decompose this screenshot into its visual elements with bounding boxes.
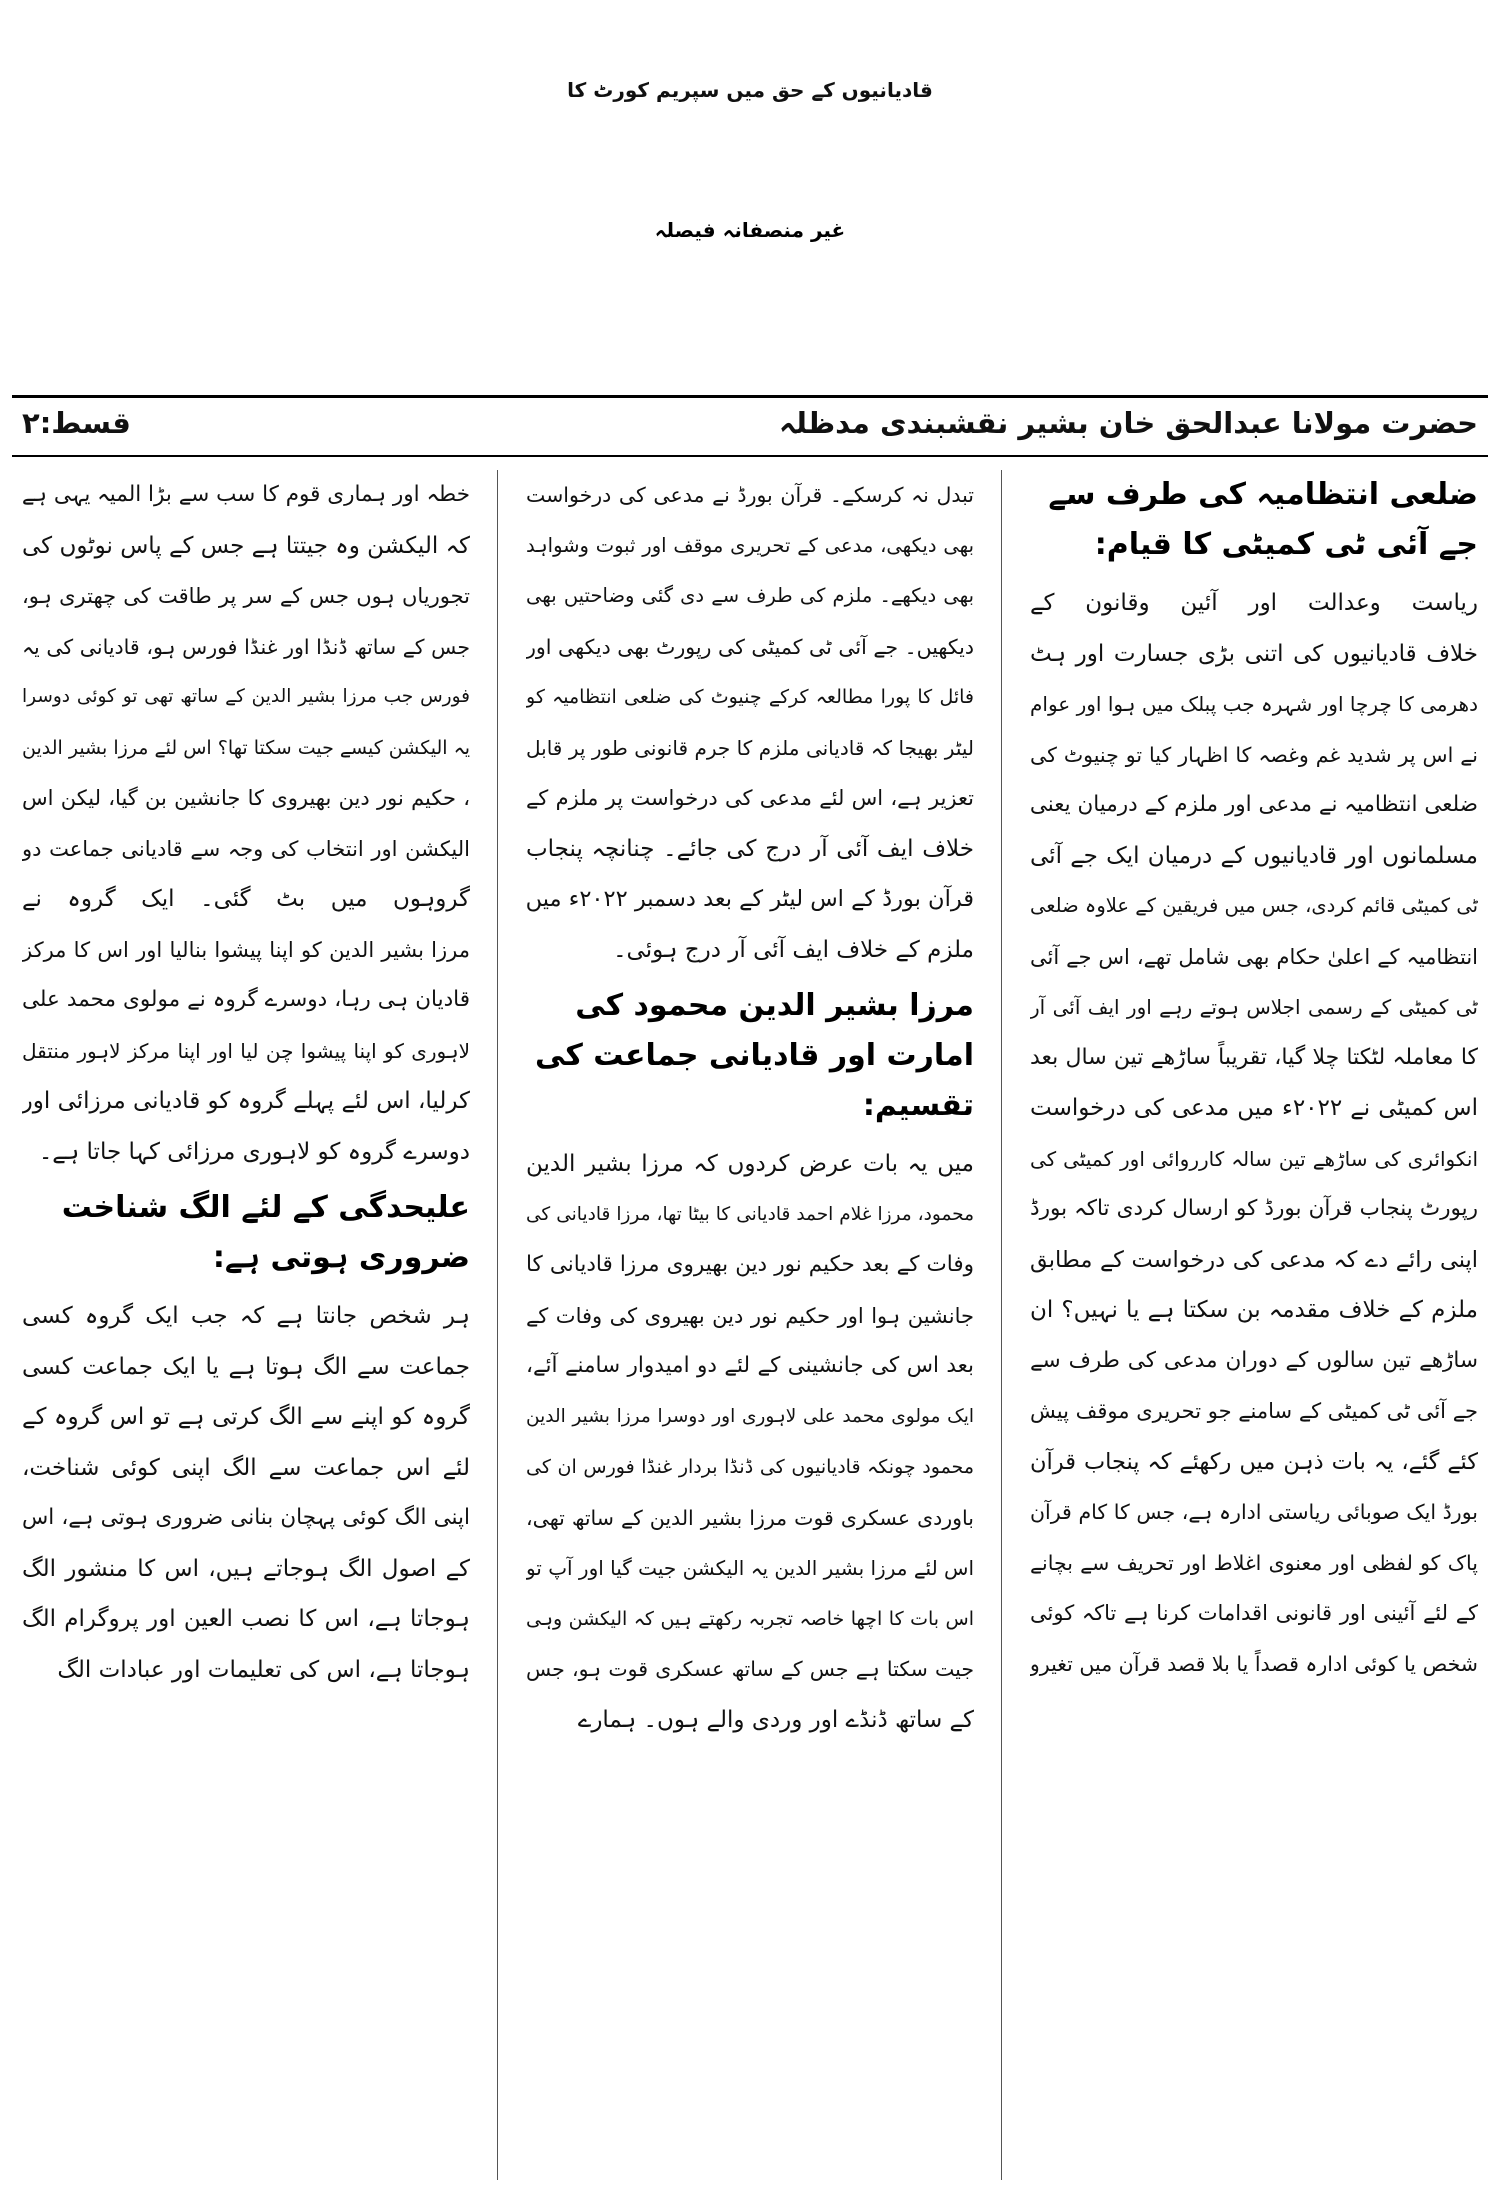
text-line: کئے گئے، یہ بات ذہن میں رکھئے کہ پنجاب قرآن [1030, 1448, 1478, 1475]
text-line: کہ الیکشن وہ جیتتا ہے جس کے پاس نوٹوں کی [22, 532, 470, 559]
text-line: ایک مولوی محمد علی لاہوری اور دوسرا مرزا بشیر الدین [526, 1405, 974, 1427]
text-line: دھرمی کا چرچا اور شہرہ جب پبلک میں ہوا اور عوام [1030, 692, 1478, 716]
text-line: اس لئے مرزا بشیر الدین یہ الیکشن جیت گیا اور آپ تو [526, 1556, 974, 1580]
text-line: خلاف ایف آئی آر درج کی جائے۔ چنانچہ پنجاب [526, 835, 974, 862]
text-line: ہوجاتا ہے، اس کا نصب العین اور پروگرام الگ [22, 1606, 470, 1632]
text-line: بورڈ ایک صوبائی ریاستی ادارہ ہے، جس کا کام قرآن [1030, 1500, 1478, 1524]
text-line: ریاست وعدالت اور آئین وقانون کے [1030, 590, 1478, 616]
text-line: کے لئے آئینی اور قانونی اقدامات کرنا ہے تاکہ کوئی [1030, 1601, 1478, 1625]
text-line: ہر شخص جانتا ہے کہ جب ایک گروہ کسی [22, 1303, 470, 1329]
article-column-right [1030, 470, 1478, 2190]
text-line: ملزم کے خلاف ایف آئی آر درج ہوئی۔ [613, 936, 974, 963]
text-line: محمود چونکہ قادیانیوں کی ڈنڈا بردار غنڈا فورس ان کی [526, 1456, 974, 1478]
column-text [22, 470, 470, 1177]
text-line: ساڑھے تین سالوں کے دوران مدعی کی طرف سے [1030, 1347, 1478, 1373]
text-line: قادیان ہی رہا، دوسرے گروہ نے مولوی محمد علی [22, 987, 470, 1012]
text-line: گروہ کو اپنے سے الگ کرتی ہے تو اس گروہ کے [22, 1404, 470, 1430]
author-byline: حضرت مولانا عبدالحق خان بشیر نقشبندی مدظلہ [779, 406, 1478, 440]
text-line: لیٹر بھیجا کہ قادیانی ملزم کا جرم قانونی طور پر قابل [526, 735, 974, 760]
article-column-left [22, 470, 470, 2190]
text-line: مسلمانوں اور قادیانیوں کے درمیان ایک جے آئی [1030, 842, 1478, 869]
text-line: الیکشن اور انتخاب کی وجہ سے قادیانی جماعت دو [22, 836, 470, 861]
text-line: کا معاملہ لٹکتا چلا گیا، تقریباً ساڑھے تین سال بعد [1030, 1044, 1478, 1070]
text-line: جے آئی ٹی کمیٹی کے سامنے جو تحریری موقف پیش [1030, 1399, 1478, 1423]
text-line: بعد اس کی جانشینی کے لئے دو امیدوار سامنے آئے، [526, 1353, 974, 1378]
text-line: جماعت سے الگ ہوتا ہے یا ایک جماعت کسی [22, 1353, 470, 1380]
text-line: یہ الیکشن کیسے جیت سکتا تھا؟ اس لئے مرزا بشیر الدین [22, 736, 470, 759]
text-line: ٹی کمیٹی کے رسمی اجلاس ہوتے رہے اور ایف آئی آر [1030, 995, 1478, 1019]
text-line: خطہ اور ہماری قوم کا سب سے بڑا المیہ یہی ہے [22, 482, 470, 507]
text-line: رپورٹ پنجاب قرآن بورڈ کو ارسال کردی تاکہ بورڈ [1030, 1196, 1478, 1221]
text-line: ہوجاتا ہے، اس کی تعلیمات اور عبادات الگ [57, 1656, 470, 1683]
text-line: اس بات کا اچھا خاصہ تجربہ رکھتے ہیں کہ الیکشن وہی [526, 1607, 974, 1630]
text-line: تبدل نہ کرسکے۔ قرآن بورڈ نے مدعی کی درخواست [526, 483, 974, 507]
text-line: اپنی رائے دے کہ مدعی کی درخواست کے مطابق [1030, 1246, 1478, 1273]
text-line: کے اصول الگ ہوجاتے ہیں، اس کا منشور الگ [22, 1555, 470, 1582]
text-line: تعزیر ہے، اس لئے مدعی کی درخواست پر ملزم کے [526, 786, 974, 810]
text-line: لئے اس جماعت سے الگ اپنی کوئی شناخت، [22, 1454, 470, 1481]
text-line: دیکھیں۔ جے آئی ٹی کمیٹی کی رپورٹ بھی دیکھی اور [526, 634, 974, 659]
text-line: محمود، مرزا غلام احمد قادیانی کا بیٹا تھا، مرزا قادیانی کی [526, 1203, 974, 1225]
text-line: انتظامیہ کے اعلیٰ حکام بھی شامل تھے، اس جے آئی [1030, 944, 1478, 969]
text-line: فورس جب مرزا بشیر الدین کے ساتھ تھی تو کوئی دوسرا [22, 686, 470, 707]
section-heading: علیحدگی کے لئے الگ شناخت ضروری ہوتی ہے: [61, 1190, 470, 1275]
text-line: تجوریاں ہوں جس کے سر پر طاقت کی چھتری ہو، [22, 584, 470, 608]
column-text [526, 470, 974, 975]
article-headline: غیر منصفانہ فیصلہ [654, 218, 846, 242]
text-line: وفات کے بعد حکیم نور دین بھیروی مرزا قادیانی کا [526, 1252, 974, 1277]
text-line: مرزا بشیر الدین کو اپنا پیشوا بنالیا اور اس کا مرکز [22, 937, 470, 962]
column-text [22, 1291, 470, 1695]
text-line: فائل کا پورا مطالعہ کرکے چنیوٹ کی ضلعی انتظامیہ کو [526, 686, 974, 708]
column-text [526, 1139, 974, 1745]
byline-bottom-rule [12, 455, 1488, 457]
text-line: لاہوری کو اپنا پیشوا چن لیا اور اپنا مرکز لاہور منتقل [22, 1038, 470, 1063]
column-divider [497, 470, 498, 2180]
text-line: کرلیا، اس لئے پہلے گروہ کو قادیانی مرزائی اور [22, 1088, 470, 1114]
text-line: میں یہ بات عرض کردوں کہ مرزا بشیر الدین [526, 1151, 974, 1177]
text-line: جیت سکتا ہے جس کے ساتھ عسکری قوت ہو، جس [526, 1657, 974, 1681]
text-line: ضلعی انتظامیہ نے مدعی اور ملزم کے درمیان یعنی [1030, 792, 1478, 817]
text-line: باوردی عسکری قوت مرزا بشیر الدین کے ساتھ تھی، [526, 1505, 974, 1530]
text-line: بھی دیکھی، مدعی کے تحریری موقف اور ثبوت وشواہد [526, 533, 974, 557]
text-line: خلاف قادیانیوں کی اتنی بڑی جسارت اور ہٹ [1030, 640, 1478, 667]
text-line: ٹی کمیٹی قائم کردی، جس میں فریقین کے علاوہ ضلعی [1030, 894, 1478, 917]
column-divider [1001, 470, 1002, 2180]
text-line: جانشین ہوا اور حکیم نور دین بھیروی کی وفات کے [526, 1303, 974, 1328]
text-line: شخص یا کوئی ادارہ قصداً یا بلا قصد قرآن میں تغیرو [1030, 1651, 1478, 1676]
text-line: دوسرے گروہ کو لاہوری مرزائی کہا جاتا ہے۔ [38, 1138, 470, 1165]
text-line: گروہوں میں بٹ گئی۔ ایک گروہ نے [22, 886, 470, 912]
text-line: بھی دیکھے۔ ملزم کی طرف سے دی گئی وضاحتیں بھی [526, 584, 974, 607]
text-line: اس کمیٹی نے ۲۰۲۲ء میں مدعی کی درخواست [1030, 1095, 1478, 1121]
episode-number: قسط:۲ [22, 406, 131, 440]
text-line: اپنی الگ کوئی پہچان بنانی ضروری ہوتی ہے، اس [22, 1505, 470, 1530]
column-text [1030, 578, 1478, 1689]
text-line: جس کے ساتھ ڈنڈا اور غنڈا فورس ہو، قادیانی کی یہ [22, 634, 470, 659]
text-line: پاک کو لفظی اور معنوی اغلاط اور تحریف سے بچانے [1030, 1550, 1478, 1575]
section-heading: مرزا بشیر الدین محمود کی امارت اور قادیانی جماعت کی تقسیم: [534, 988, 974, 1123]
text-line: ، حکیم نور دین بھیروی کا جانشین بن گیا، لیکن اس [22, 786, 470, 810]
text-line: نے اس پر شدید غم وغصہ کا اظہار کیا تو چنیوٹ کی [1030, 742, 1478, 767]
text-line: کے ساتھ ڈنڈے اور وردی والے ہوں۔ ہمارے [577, 1706, 974, 1733]
text-line: ملزم کے خلاف مقدمہ بن سکتا ہے یا نہیں؟ ان [1030, 1297, 1478, 1323]
article-kicker: قادیانیوں کے حق میں سپریم کورٹ کا [567, 78, 933, 102]
section-heading: ضلعی انتظامیہ کی طرف سے جے آئی ٹی کمیٹی کا قیام: [1048, 477, 1478, 562]
article-column-middle [526, 470, 974, 2190]
text-line: قرآن بورڈ کے اس لیٹر کے بعد دسمبر ۲۰۲۲ء میں [526, 886, 974, 912]
text-line: انکوائری کی ساڑھے تین سالہ کارروائی اور کمیٹی کی [1030, 1146, 1478, 1171]
